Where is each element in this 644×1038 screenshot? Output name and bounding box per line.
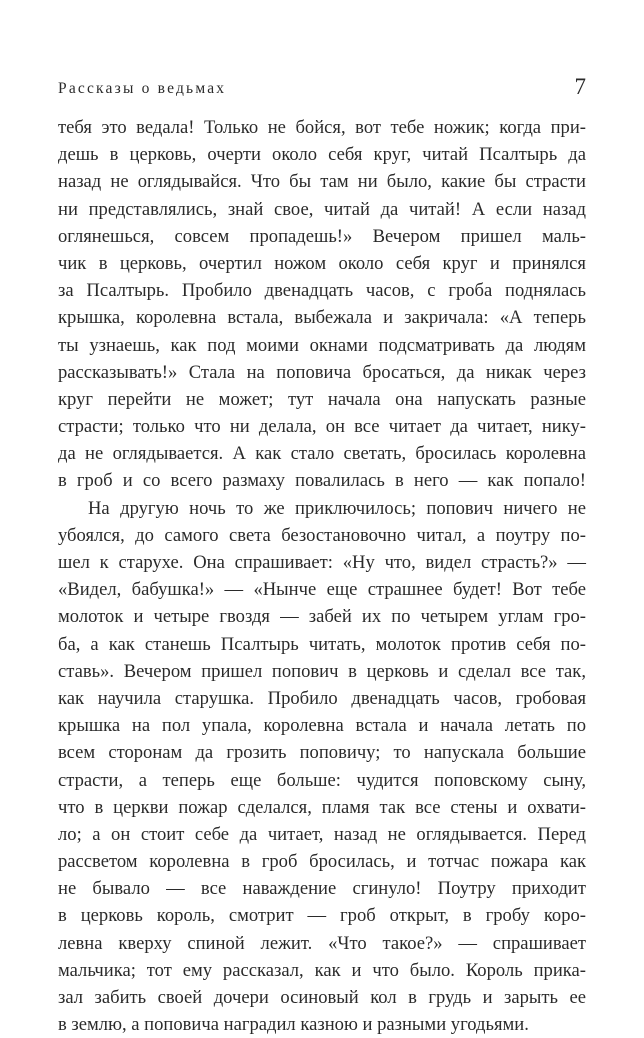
text-line: тебя это ведала! Только не бойся, вот тебе ножик; когда при- — [58, 117, 586, 138]
text-line: оглянешься, совсем пропадешь!» Вечером пришел маль- — [58, 225, 586, 247]
paragraph — [58, 114, 586, 495]
text-line: На другую ночь то же приключилось; попович ничего не — [88, 497, 586, 519]
text-line: левна кверху спиной лежит. «Что такое?» — спрашивает — [58, 932, 586, 954]
text-line: всем сторонам да грозить поповичу; то напускала большие — [58, 742, 586, 764]
text-line: страсти; только что ни делала, он все читает да читает, нику- — [58, 416, 586, 438]
text-line: чик в церковь, очертил ножом около себя круг и принялся — [58, 252, 586, 274]
text-line: зал забить своей дочери осиновый кол в грудь и зарыть ее — [58, 987, 586, 1008]
text-line: страсти, а теперь еще больше: чудится поповскому сыну, — [58, 769, 586, 791]
page-number: 7 — [574, 74, 586, 99]
text-line: в церковь король, смотрит — гроб открыт, в гробу коро- — [58, 905, 586, 927]
page-header — [58, 76, 586, 100]
text-line: ты узнаешь, как под моими окнами подсматривать да людям — [58, 334, 586, 356]
text-line: ба, а как станешь Псалтырь читать, молоток против себя по- — [58, 633, 586, 655]
text-line: молоток и четыре гвоздя — забей их по четырем углам гро- — [58, 606, 586, 628]
text-line: ло; а он стоит себе да читает, назад не оглядывается. Перед — [58, 823, 586, 845]
text-body — [58, 114, 586, 1038]
text-line: в землю, а поповича наградил казною и разными угодьями. — [58, 1014, 529, 1036]
paragraph — [58, 495, 586, 1038]
text-line: как научила старушка. Пробило двенадцать часов, гробовая — [58, 687, 586, 709]
text-line: рассветом королевна в гроб бросилась, и тотчас пожара как — [58, 851, 586, 873]
text-line: крышка, королевна встала, выбежала и закричала: «А теперь — [58, 307, 586, 329]
text-line: убоялся, до самого света безостановочно читал, а поутру по- — [58, 524, 586, 546]
text-line: шел к старухе. Она спрашивает: «Ну что, видел страсть?» — — [58, 552, 586, 573]
text-line: в гроб и со всего размаху повалилась в него — как попало! — [58, 470, 586, 492]
text-line: «Видел, бабушка!» — «Нынче еще страшнее будет! Вот тебе — [58, 579, 586, 601]
text-line: крышка на пол упала, королевна встала и начала летать по — [58, 715, 586, 737]
text-line: назад не оглядывайся. Что бы там ни было, какие бы страсти — [58, 171, 586, 193]
text-line: ни представлялись, знай свое, читай да читай! А если назад — [58, 198, 586, 220]
text-line: да не оглядывается. А как стало светать, бросилась королевна — [58, 443, 586, 465]
text-line: мальчика; тот ему рассказал, как и что было. Король прика- — [58, 959, 586, 981]
text-line: за Псалтырь. Пробило двенадцать часов, с гроба поднялась — [58, 280, 586, 302]
text-line: круг перейти не может; тут начала она напускать разные — [58, 388, 586, 410]
text-line: дешь в церковь, очерти около себя круг, читай Псалтырь да — [58, 144, 586, 166]
text-line: что в церкви пожар сделался, пламя так все стены и охвати- — [58, 796, 586, 818]
text-line: не бывало — все наваждение сгинуло! Поутру приходит — [58, 878, 586, 900]
text-line: ставь». Вечером пришел попович в церковь и сделал все так, — [58, 660, 586, 682]
running-head: Рассказы о ведьмах — [58, 80, 227, 97]
text-line: рассказывать!» Стала на поповича бросаться, да никак через — [58, 361, 586, 383]
